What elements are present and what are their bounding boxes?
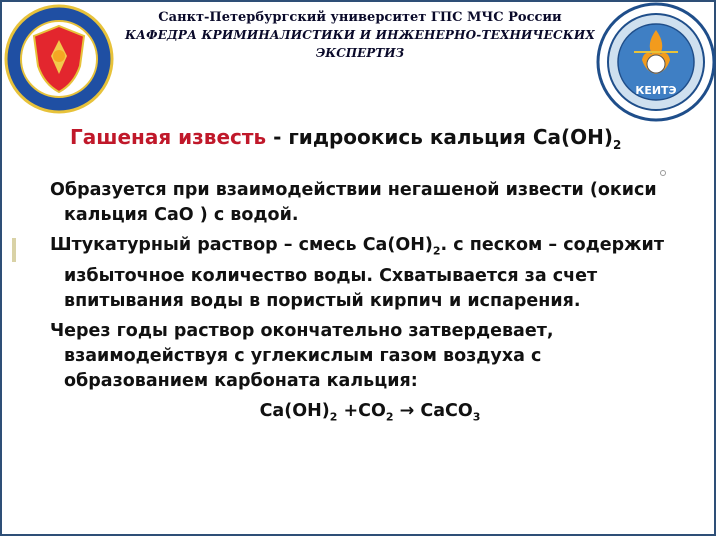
- slide-title: [70, 125, 621, 152]
- university-name: Санкт-Петербургский университет ГПС МЧС России: [158, 10, 562, 25]
- formula-product: СаСО: [420, 400, 473, 421]
- title-subscript: 2: [613, 138, 622, 152]
- paragraph-plaster-start: Штукатурный раствор – смесь Са(ОН): [50, 235, 433, 255]
- slide-body: [50, 178, 690, 429]
- paragraph-plaster-subscript: 2: [432, 244, 441, 258]
- university-emblem-icon: [4, 4, 114, 114]
- formula-reactant-1-sub: 2: [329, 410, 338, 423]
- department-emblem-label: КЕИТЭ: [635, 84, 677, 97]
- accent-bar: [12, 238, 16, 262]
- formula-reactant-2: +СО: [337, 400, 386, 421]
- formula-product-sub: 3: [472, 410, 481, 423]
- department-name-line2: ЭКСПЕРТИЗ: [315, 46, 405, 60]
- formula-reactant-2-sub: 2: [385, 410, 394, 423]
- reaction-arrow-icon: →: [393, 400, 421, 421]
- department-emblem-icon: [596, 2, 716, 122]
- decorative-dot: [660, 170, 666, 176]
- paragraph-plaster-end: . с песком – содержит избыточное количество воды. Схватывается за счет впитывания воды в пористый кирпич и испарения.: [64, 235, 664, 311]
- paragraph-plaster: [50, 233, 690, 314]
- paragraph-hardening: Через годы раствор окончательно затвердевает, взаимодействуя с углекислым газом воздуха с образованием карбоната кальция:: [50, 320, 554, 391]
- title-definition: - гидроокись кальция Са(ОН): [266, 125, 614, 149]
- department-name-line1: КАФЕДРА КРИМИНАЛИСТИКИ И ИНЖЕНЕРНО-ТЕХНИЧЕСКИХ: [125, 28, 595, 42]
- title-term: Гашеная известь: [70, 125, 267, 149]
- formula-reactant-1: Са(ОН): [259, 400, 330, 421]
- paragraph-formation: Образуется при взаимодействии негашеной извести (окиси кальция СаО ) с водой.: [50, 180, 657, 225]
- reaction-formula: [50, 399, 690, 430]
